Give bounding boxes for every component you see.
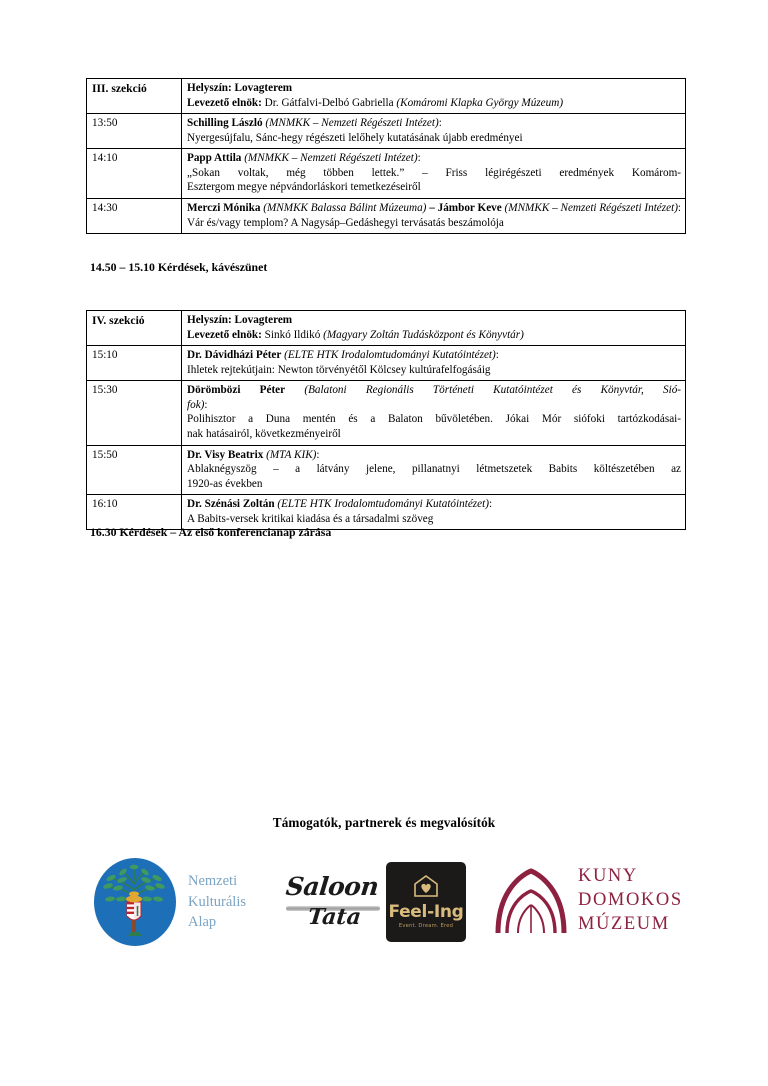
speaker-line: [187, 116, 681, 131]
kuny-line-3: MÚZEUM: [578, 914, 670, 935]
speaker-name: Papp Attila: [187, 152, 242, 165]
section-label: IV. szekció: [92, 314, 145, 327]
speaker-affiliation-continuation: [187, 398, 681, 413]
talk-title-line: Vár és/vagy templom? A Nagysáp–Gedáshegyi tervásatás beszámolója: [187, 216, 504, 229]
speaker-affiliation: (ELTE HTK Irodalomtudományi Kutatóintézet): [284, 349, 496, 362]
house-heart-icon: [413, 874, 439, 898]
chair-label: Levezető elnök:: [187, 328, 262, 341]
speaker-affiliation-2: (MNMKK – Nemzeti Régészeti Intézet): [504, 201, 678, 214]
session-time: 13:50: [87, 114, 182, 149]
talk-title-line: „Sokan voltak, még többen lettek.” – Friss légirégészeti eredmények Komárom-: [187, 166, 681, 179]
arch-icon: [494, 865, 568, 935]
affiliation-cont: fok): [187, 398, 205, 411]
talk-title-line: Ablaknégyszög – a látvány jelene, pillanatnyi létmetszetek Babits költészetében az: [187, 463, 681, 476]
table-row-header: [87, 311, 686, 346]
speaker-affiliation: (MNMKK – Nemzeti Régészeti Intézet): [265, 117, 439, 130]
colon: :: [204, 398, 208, 411]
chair-line: [187, 328, 681, 343]
session-time: 15:10: [87, 346, 182, 381]
talk-title-line: Ihletek rejtekútjain: Newton törvényétől Kölcsey kultúrafelfogásáig: [187, 363, 491, 376]
logo-nemzeti-kulturalis-alap: [94, 858, 246, 946]
table-row: [87, 346, 686, 381]
speaker-affiliation: (Balatoni Regionális Történeti Kutatóintézet és Könyvtár, Sió-: [304, 384, 682, 397]
speaker-name: Dr. Dávidházi Péter: [187, 349, 282, 362]
feeling-wordmark: Feel-Ing: [388, 902, 464, 922]
nka-line-3: Alap: [188, 914, 217, 931]
talk-title-line: 1920-as években: [187, 477, 263, 490]
logo-feel-ing: [386, 862, 466, 942]
venue-line: [187, 81, 681, 96]
logo-saloon-tata: [282, 866, 384, 938]
session-time: 14:10: [87, 149, 182, 199]
speaker-name-2: Jámbor Keve: [437, 201, 502, 214]
saloon-word-2: Tata: [306, 904, 363, 930]
colon: :: [417, 152, 421, 165]
speaker-name: Dörömbözi Péter: [187, 384, 286, 397]
table-row: [87, 149, 686, 199]
talk-title-line: A Babits-versek kritikai kiadása és a társadalmi szöveg: [187, 512, 434, 525]
talk-title-line: Esztergom megye népvándorláskori temetkezéseiről: [187, 181, 421, 194]
break-note: 14.50 – 15.10 Kérdések, kávészünet: [90, 260, 268, 274]
schedule-table-section-4: [86, 310, 686, 530]
speaker-line: [187, 383, 681, 398]
chair-affiliation: (Komáromi Klapka György Múzeum): [396, 96, 564, 109]
closing-note: 16.30 Kérdések – Az első konferencianap zárása: [90, 525, 332, 539]
hungarian-crest-icon: [127, 902, 141, 920]
colon: :: [677, 201, 682, 214]
chair-name: Dr. Gátfalvi-Delbó Gabriella: [264, 96, 394, 109]
speaker-name: Schilling László: [187, 117, 263, 130]
kuny-wordmark: [578, 864, 683, 936]
table-row: [87, 114, 686, 149]
chair-line: [187, 96, 681, 111]
colon: :: [488, 498, 493, 511]
colon: :: [438, 117, 442, 130]
table-row: [87, 445, 686, 495]
speaker-line: [187, 151, 681, 166]
colon: :: [316, 448, 320, 461]
section-label: III. szekció: [92, 82, 147, 95]
speaker-line: [187, 497, 681, 512]
speaker-name: Dr. Szénási Zoltán: [187, 498, 275, 511]
nka-line-2: Kulturális: [188, 893, 246, 910]
venue-label: Helyszín:: [187, 314, 232, 326]
speaker-affiliation: (MNMKK – Nemzeti Régészeti Intézet): [244, 152, 418, 165]
speaker-line: [187, 201, 681, 216]
chair-affiliation: (Magyary Zoltán Tudásközpont és Könyvtár): [323, 328, 524, 341]
speaker-name: Merczi Mónika: [187, 201, 261, 214]
colon: :: [495, 349, 499, 362]
sponsor-logo-strip: [86, 852, 686, 952]
venue-value: Lovagterem: [234, 82, 293, 94]
table-row: [87, 381, 686, 445]
session-time: 15:30: [87, 381, 182, 445]
nka-line-1: Nemzeti: [188, 873, 238, 890]
saloon-word-1: Saloon: [284, 872, 380, 901]
talk-title-line: nak hatásairól, következményeiről: [187, 427, 341, 440]
schedule-table-section-3: [86, 78, 686, 234]
speaker-separator: –: [426, 201, 438, 214]
nka-emblem-icon: [94, 858, 176, 946]
chair-name: Sinkó Ildikó: [264, 328, 321, 341]
session-time: 16:10: [87, 495, 182, 530]
table-row-header: [87, 79, 686, 114]
nka-wordmark: [188, 871, 246, 933]
speaker-affiliation: (MNMKK Balassa Bálint Múzeuma): [263, 201, 427, 214]
table-row: [87, 198, 686, 233]
venue-label: Helyszín:: [187, 82, 232, 94]
venue-line: [187, 313, 681, 328]
session-time: 14:30: [87, 198, 182, 233]
kuny-line-1: KUNY: [578, 866, 638, 886]
venue-value: Lovagterem: [234, 314, 293, 326]
logo-kuny-domokos-muzeum: [494, 864, 683, 936]
chair-label: Levezető elnök:: [187, 96, 262, 109]
talk-title-line: Polihisztor a Duna mentén és a Balaton bűvöletében. Jókai Mór siófoki tartózkodásai-: [187, 413, 681, 426]
speaker-line: [187, 348, 681, 363]
tree-icon: [94, 858, 176, 946]
speaker-line: [187, 448, 681, 463]
kuny-line-2: DOMOKOS: [578, 890, 683, 911]
sponsors-heading: Támogatók, partnerek és megvalósítók: [272, 815, 496, 830]
speaker-affiliation: (ELTE HTK Irodalomtudományi Kutatóintézet): [277, 498, 489, 511]
session-time: 15:50: [87, 445, 182, 495]
speaker-name: Dr. Visy Beatrix: [187, 448, 264, 461]
feeling-tagline: Event. Dream. Ered: [398, 923, 454, 929]
speaker-affiliation: (MTA KIK): [266, 448, 317, 461]
talk-title-line: Nyergesújfalu, Sánc-hegy régészeti lelőhely kutatásának újabb eredményei: [187, 131, 523, 144]
